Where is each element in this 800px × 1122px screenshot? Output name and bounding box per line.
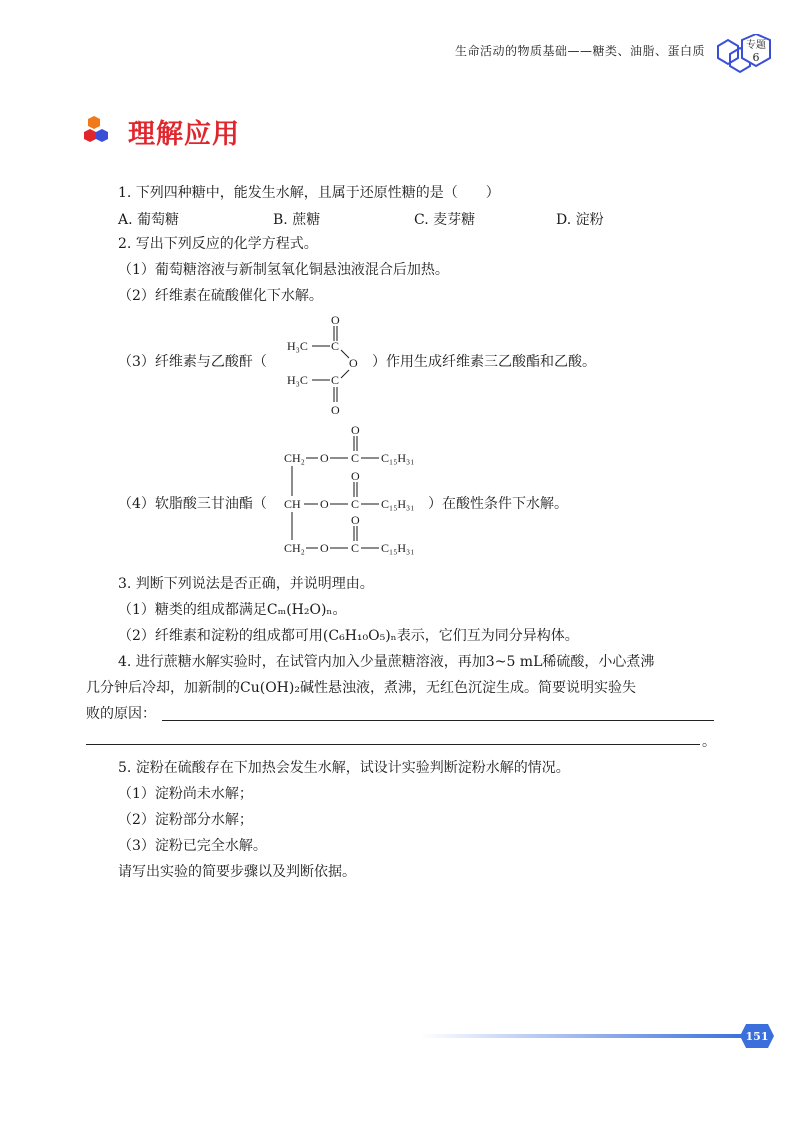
q3-part2: （2）纤维素和淀粉的组成都可用(C₆H₁₀O₅)ₙ表示，它们互为同分异构体。 <box>118 628 579 644</box>
q5-part3: （3）淀粉已完全水解。 <box>118 838 267 854</box>
svg-text:C₁₅H₃₁: C₁₅H₃₁ <box>381 451 415 465</box>
svg-text:H₃C: H₃C <box>287 373 308 387</box>
q1-option-b: B. 蔗糖 <box>273 212 321 228</box>
svg-text:C: C <box>331 339 340 353</box>
q5-instruction: 请写出实验的简要步骤以及判断依据。 <box>118 864 356 880</box>
q4-end-mark: 。 <box>702 734 716 750</box>
q1-option-a: A. 葡萄糖 <box>118 212 180 228</box>
svg-text:O: O <box>351 469 360 483</box>
svg-text:C: C <box>331 373 340 387</box>
q5-part2: （2）淀粉部分水解； <box>118 812 253 828</box>
svg-text:H₃C: H₃C <box>287 339 308 353</box>
q2-part3-after: ）作用生成纤维素三乙酸酯和乙酸。 <box>372 354 596 370</box>
svg-text:CH₂: CH₂ <box>284 451 305 465</box>
footer-gradient-bar <box>420 1034 745 1038</box>
q2-part1: （1）葡萄糖溶液与新制氢氧化铜悬浊液混合后加热。 <box>118 262 449 278</box>
q4-answer-blank-1[interactable] <box>162 720 714 721</box>
topic-number: 6 <box>752 51 760 64</box>
q1-stem: 1. 下列四种糖中，能发生水解，且属于还原性糖的是（ ） <box>118 185 500 201</box>
q3-part1: （1）糖类的组成都满足Cₘ(H₂O)ₙ。 <box>118 602 347 618</box>
svg-text:C₁₅H₃₁: C₁₅H₃₁ <box>381 541 415 555</box>
q2-stem: 2. 写出下列反应的化学方程式。 <box>118 236 318 252</box>
svg-text:C₁₅H₃₁: C₁₅H₃₁ <box>381 497 415 511</box>
topic-badge <box>710 34 790 78</box>
page-number: 151 <box>745 1030 769 1043</box>
q2-part4-after: ）在酸性条件下水解。 <box>428 496 568 512</box>
topic-label: 专题 <box>746 40 766 51</box>
q2-part3-before: （3）纤维素与乙酸酐（ <box>118 354 267 370</box>
q4-line2: 几分钟后冷却，加新制的Cu(OH)₂碱性悬浊液，煮沸，无红色沉淀生成。简要说明实验失 <box>86 680 636 696</box>
svg-text:CH: CH <box>284 497 301 511</box>
svg-text:C: C <box>351 541 360 555</box>
q4-line3: 败的原因： <box>86 706 156 722</box>
q5-part1: （1）淀粉尚未水解； <box>118 786 253 802</box>
q2-part4-before: （4）软脂酸三甘油酯（ <box>118 496 267 512</box>
q5-stem: 5. 淀粉在硫酸存在下加热会发生水解，试设计实验判断淀粉水解的情况。 <box>118 760 570 776</box>
q4-answer-blank-2[interactable] <box>86 744 700 745</box>
svg-text:C: C <box>351 451 360 465</box>
svg-text:CH₂: CH₂ <box>284 541 305 555</box>
q3-stem: 3. 判断下列说法是否正确，并说明理由。 <box>118 576 374 592</box>
svg-text:O: O <box>331 403 340 417</box>
svg-text:O: O <box>320 541 329 555</box>
svg-text:O: O <box>320 497 329 511</box>
q2-part2: （2）纤维素在硫酸催化下水解。 <box>118 288 323 304</box>
cubes-icon <box>84 116 118 144</box>
page-number-badge <box>740 1024 774 1048</box>
svg-text:C: C <box>351 497 360 511</box>
q4-line1: 4. 进行蔗糖水解实验时，在试管内加入少量蔗糖溶液，再加3~5 mL稀硫酸，小心煮沸 <box>118 654 655 670</box>
acetic-anhydride-structure <box>285 310 380 420</box>
section-title: 理解应用 <box>128 119 240 150</box>
svg-text:O: O <box>351 423 360 437</box>
svg-text:O: O <box>320 451 329 465</box>
q1-option-c: C. 麦芽糖 <box>414 212 476 228</box>
tripalmitin-structure <box>282 420 432 560</box>
svg-text:O: O <box>331 313 340 327</box>
svg-text:O: O <box>349 356 358 370</box>
svg-text:O: O <box>351 513 360 527</box>
running-title: 生命活动的物质基础——糖类、油脂、蛋白质 <box>454 44 705 58</box>
q1-option-d: D. 淀粉 <box>556 212 604 228</box>
